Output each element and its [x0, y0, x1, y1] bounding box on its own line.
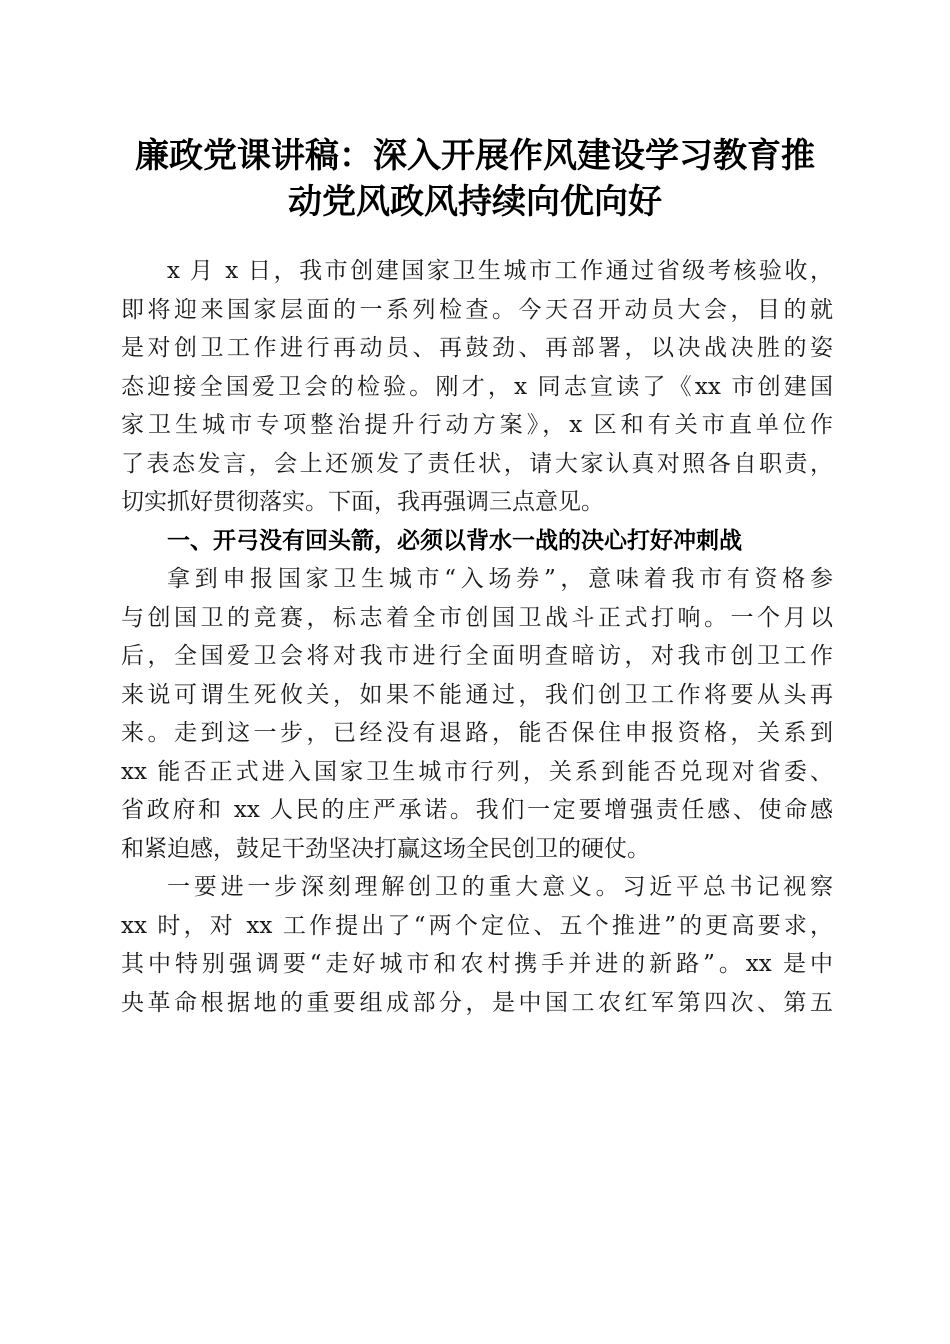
- text-line: 来说可谓生死攸关，如果不能通过，我们创卫工作将要从头再: [121, 681, 833, 708]
- text-line: 后，全国爱卫会将对我市进行全面明查暗访，对我市创卫工作: [121, 643, 833, 669]
- text-line: 是对创卫工作进行再动员、再鼓劲、再部署，以决战决胜的姿: [121, 335, 833, 361]
- section-heading: 一、开弓没有回头箭，必须以背水一战的决心打好冲刺战: [167, 527, 742, 554]
- title-line-1: 廉政党课讲稿：深入开展作风建设学习教育推: [135, 136, 815, 176]
- text-line: 即将迎来国家层面的一系列检查。今天召开动员大会，目的就: [121, 296, 833, 323]
- text-line: x 月 x 日，我市创建国家卫生城市工作通过省级考核验收，: [167, 258, 833, 284]
- text-line: 和紧迫感，鼓足干劲坚决打赢这场全民创卫的硬仗。: [121, 835, 650, 862]
- title-line-2: 动党风政风持续向优向好: [288, 182, 662, 222]
- text-line: 来。走到这一步，已经没有退路，能否保住申报资格，关系到: [121, 720, 833, 746]
- text-line: 其中特别强调要“走好城市和农村携手并进的新路”。xx 是中: [121, 951, 833, 977]
- text-line: 态迎接全国爱卫会的检验。刚才，x 同志宣读了《xx 市创建国: [121, 373, 833, 400]
- text-line: xx 时，对 xx 工作提出了“两个定位、五个推进”的更高要求，: [121, 912, 833, 939]
- text-line: 一要进一步深刻理解创卫的重大意义。习近平总书记视察: [167, 874, 833, 900]
- text-line: 了表态发言，会上还颁发了责任状，请大家认真对照各自职责，: [121, 450, 833, 477]
- section-paragraph-2: [121, 868, 833, 1022]
- text-line: 央革命根据地的重要组成部分，是中国工农红军第四次、第五: [121, 989, 833, 1016]
- text-line: xx 能否正式进入国家卫生城市行列，关系到能否兑现对省委、: [121, 758, 833, 785]
- text-line: 切实抓好贯彻落实。下面，我再强调三点意见。: [121, 489, 604, 515]
- section-paragraph-1: [121, 560, 833, 868]
- document-title: [100, 133, 850, 225]
- intro-paragraph: [121, 252, 833, 522]
- text-line: 与创国卫的竞赛，标志着全市创国卫战斗正式打响。一个月以: [121, 604, 833, 631]
- text-line: 拿到申报国家卫生城市“入场券”，意味着我市有资格参: [167, 566, 833, 592]
- document-body: [121, 252, 833, 1022]
- text-line: 省政府和 xx 人民的庄严承诺。我们一定要增强责任感、使命感: [121, 797, 833, 823]
- text-line: 家卫生城市专项整治提升行动方案》，x 区和有关市直单位作: [121, 412, 833, 438]
